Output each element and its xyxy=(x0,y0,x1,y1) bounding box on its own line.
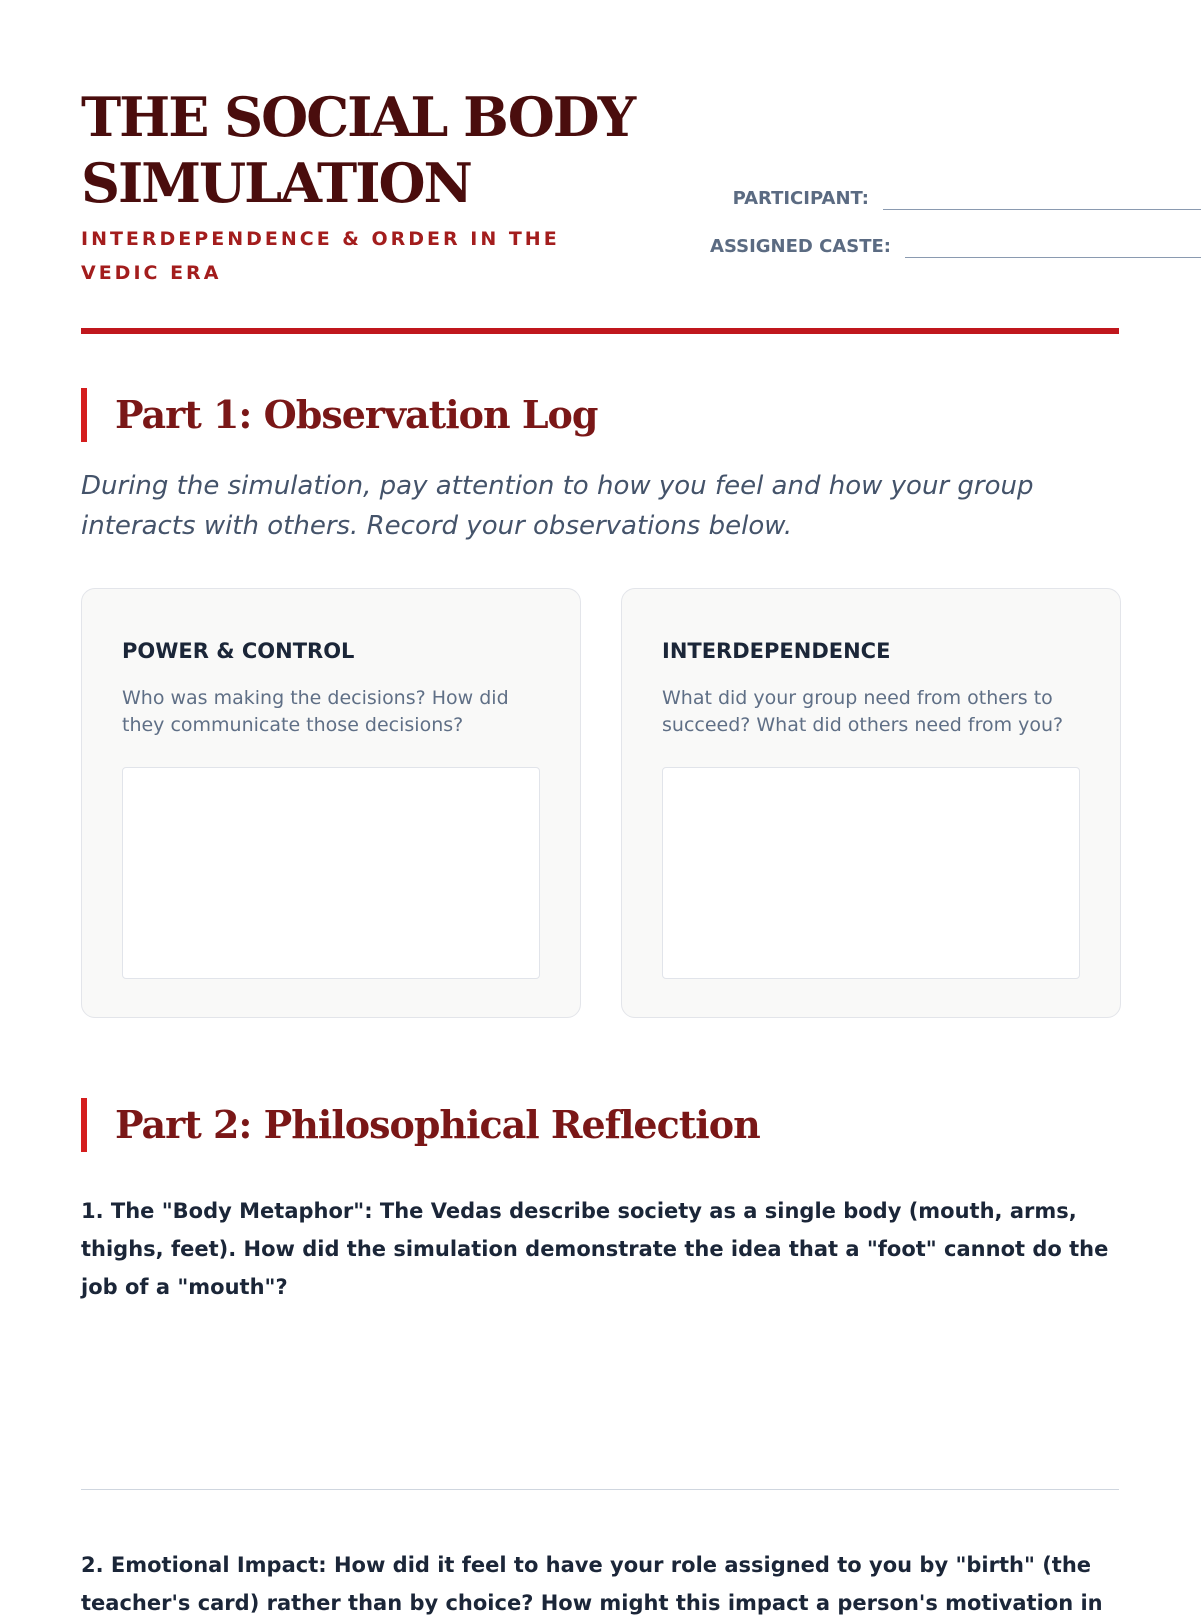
participant-label: PARTICIPANT: xyxy=(732,188,869,209)
assigned-caste-input-line[interactable] xyxy=(905,256,1201,258)
participant-input-line[interactable] xyxy=(883,208,1201,210)
interdependence-answer-box[interactable] xyxy=(662,767,1080,979)
card-prompt: What did your group need from others to succeed? What did others need from you? xyxy=(662,687,1064,736)
answer-line-question-1[interactable] xyxy=(81,1489,1119,1490)
page-title: THE SOCIAL BODY SIMULATION xyxy=(81,85,635,215)
power-control-answer-box[interactable] xyxy=(122,767,540,979)
section-heading-part-2: Part 2: Philosophical Reflection xyxy=(81,1098,1119,1152)
assigned-caste-field xyxy=(651,234,1201,260)
participant-field xyxy=(651,186,1201,212)
card-title: INTERDEPENDENCE xyxy=(662,639,891,663)
reflection-question-1: 1. The "Body Metaphor": The Vedas describe society as a single body (mouth, arms, thighs, feet). How did the simulation demonstrate the idea that a "foot" cannot do the job of a "mouth"? xyxy=(81,1199,1109,1299)
observation-instructions: During the simulation, pay attention to how you feel and how your group interacts with others. Record your observations below. xyxy=(81,471,1034,541)
observation-card-interdependence xyxy=(621,588,1121,1018)
reflection-question-2: 2. Emotional Impact: How did it feel to have your role assigned to you by "birth" (the teacher's card) rather than by choice? How might this impact a person's motivation in xyxy=(81,1553,1103,1615)
page-subtitle: INTERDEPENDENCE & ORDER IN THE VEDIC ERA xyxy=(81,228,560,284)
section-heading-part-1: Part 1: Observation Log xyxy=(81,388,1119,442)
header-divider xyxy=(81,328,1119,334)
card-prompt: Who was making the decisions? How did they communicate those decisions? xyxy=(122,687,509,736)
card-title: POWER & CONTROL xyxy=(122,639,355,663)
observation-card-power-control xyxy=(81,588,581,1018)
worksheet-header xyxy=(81,84,1119,334)
assigned-caste-label: ASSIGNED CASTE: xyxy=(710,236,891,257)
